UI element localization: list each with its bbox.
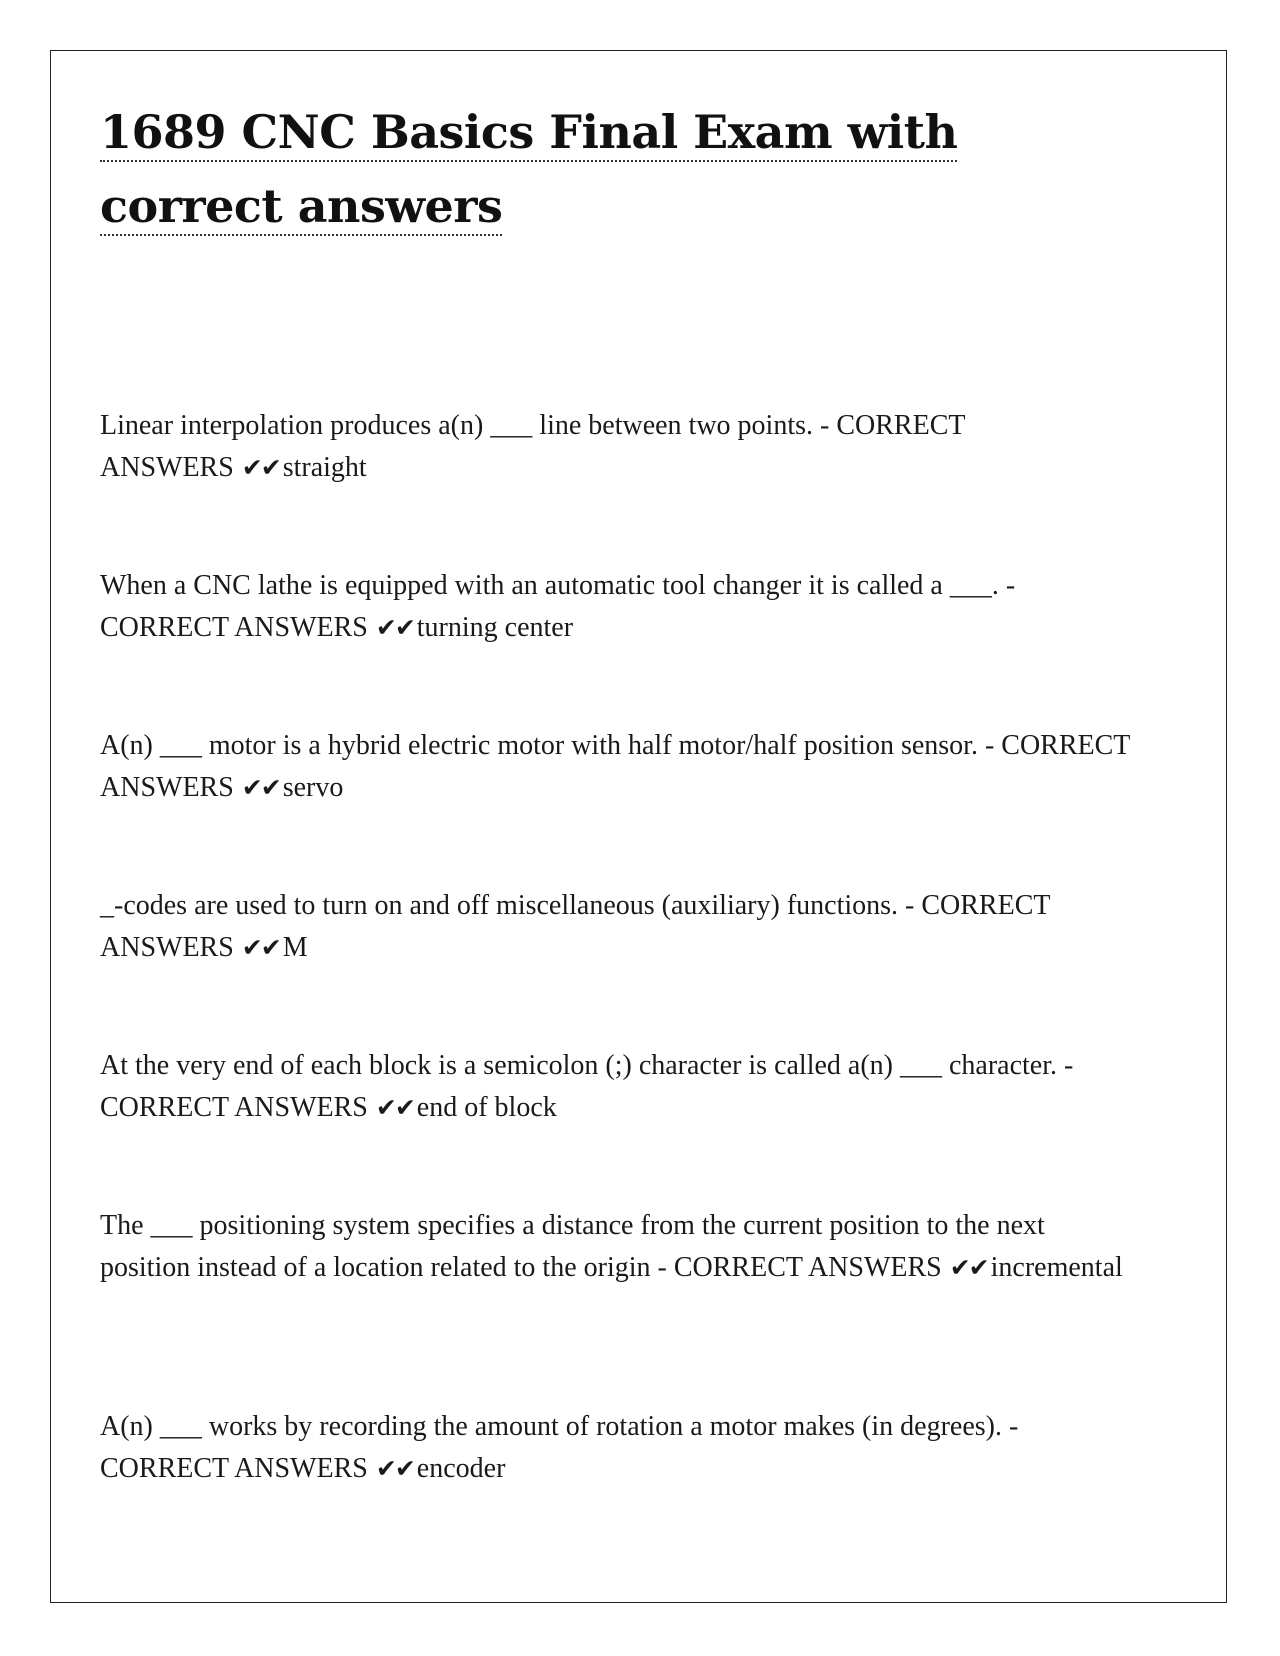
double-check-icon: ✔✔ — [241, 933, 280, 962]
separator: - — [1064, 1050, 1074, 1081]
separator: - — [984, 730, 1002, 761]
answer-marker: CORRECT ANSWERS — [100, 890, 1050, 963]
double-check-icon: ✔✔ — [241, 773, 280, 802]
answer-marker: CORRECT ANSWERS — [100, 410, 965, 483]
double-check-icon: ✔✔ — [375, 613, 414, 642]
qa-item — [100, 565, 1140, 725]
separator: - — [657, 1252, 674, 1283]
separator: - — [905, 890, 922, 921]
qa-list — [100, 405, 1140, 1566]
answer-text: M — [282, 932, 308, 963]
separator: - — [1005, 570, 1016, 601]
answer-text: straight — [282, 452, 367, 483]
answer-marker: CORRECT ANSWERS — [673, 1252, 942, 1283]
separator: - — [1008, 1411, 1019, 1442]
qa-item — [100, 405, 1140, 565]
answer-marker: CORRECT ANSWERS — [100, 1092, 368, 1123]
question-text: A(n) ___ motor is a hybrid electric motor with half motor/half position sensor. — [100, 730, 978, 761]
qa-item — [100, 1045, 1140, 1205]
question-text: Linear interpolation produces a(n) ___ line between two points. — [100, 410, 814, 441]
answer-marker: CORRECT ANSWERS — [100, 1453, 368, 1484]
qa-item — [100, 1406, 1140, 1566]
question-text: _-codes are used to turn on and off miscellaneous (auxiliary) functions. — [100, 890, 899, 921]
answer-text: servo — [282, 772, 344, 803]
answer-text: turning center — [416, 612, 574, 643]
answer-text: encoder — [416, 1453, 506, 1484]
question-text: The ___ positioning system specifies a distance from the current position to the next position instead of a location related to the origin — [100, 1210, 1045, 1283]
double-check-icon: ✔✔ — [375, 1454, 414, 1483]
answer-text: end of block — [416, 1092, 557, 1123]
double-check-icon: ✔✔ — [949, 1253, 988, 1282]
qa-item — [100, 885, 1140, 1045]
document-title: 1689 CNC Basics Final Exam with correct answers — [100, 95, 1000, 243]
qa-item — [100, 1205, 1140, 1406]
double-check-icon: ✔✔ — [241, 453, 280, 482]
question-text: When a CNC lathe is equipped with an automatic tool changer it is called a ___. — [100, 570, 999, 601]
qa-item — [100, 725, 1140, 885]
answer-marker: CORRECT ANSWERS — [100, 730, 1130, 803]
question-text: At the very end of each block is a semicolon (;) character is called a(n) ___ character. — [100, 1050, 1058, 1081]
answer-text: incremental — [990, 1252, 1123, 1283]
separator: - — [820, 410, 837, 441]
question-text: A(n) ___ works by recording the amount of rotation a motor makes (in degrees). — [100, 1411, 1002, 1442]
answer-marker: CORRECT ANSWERS — [100, 612, 368, 643]
double-check-icon: ✔✔ — [375, 1093, 414, 1122]
